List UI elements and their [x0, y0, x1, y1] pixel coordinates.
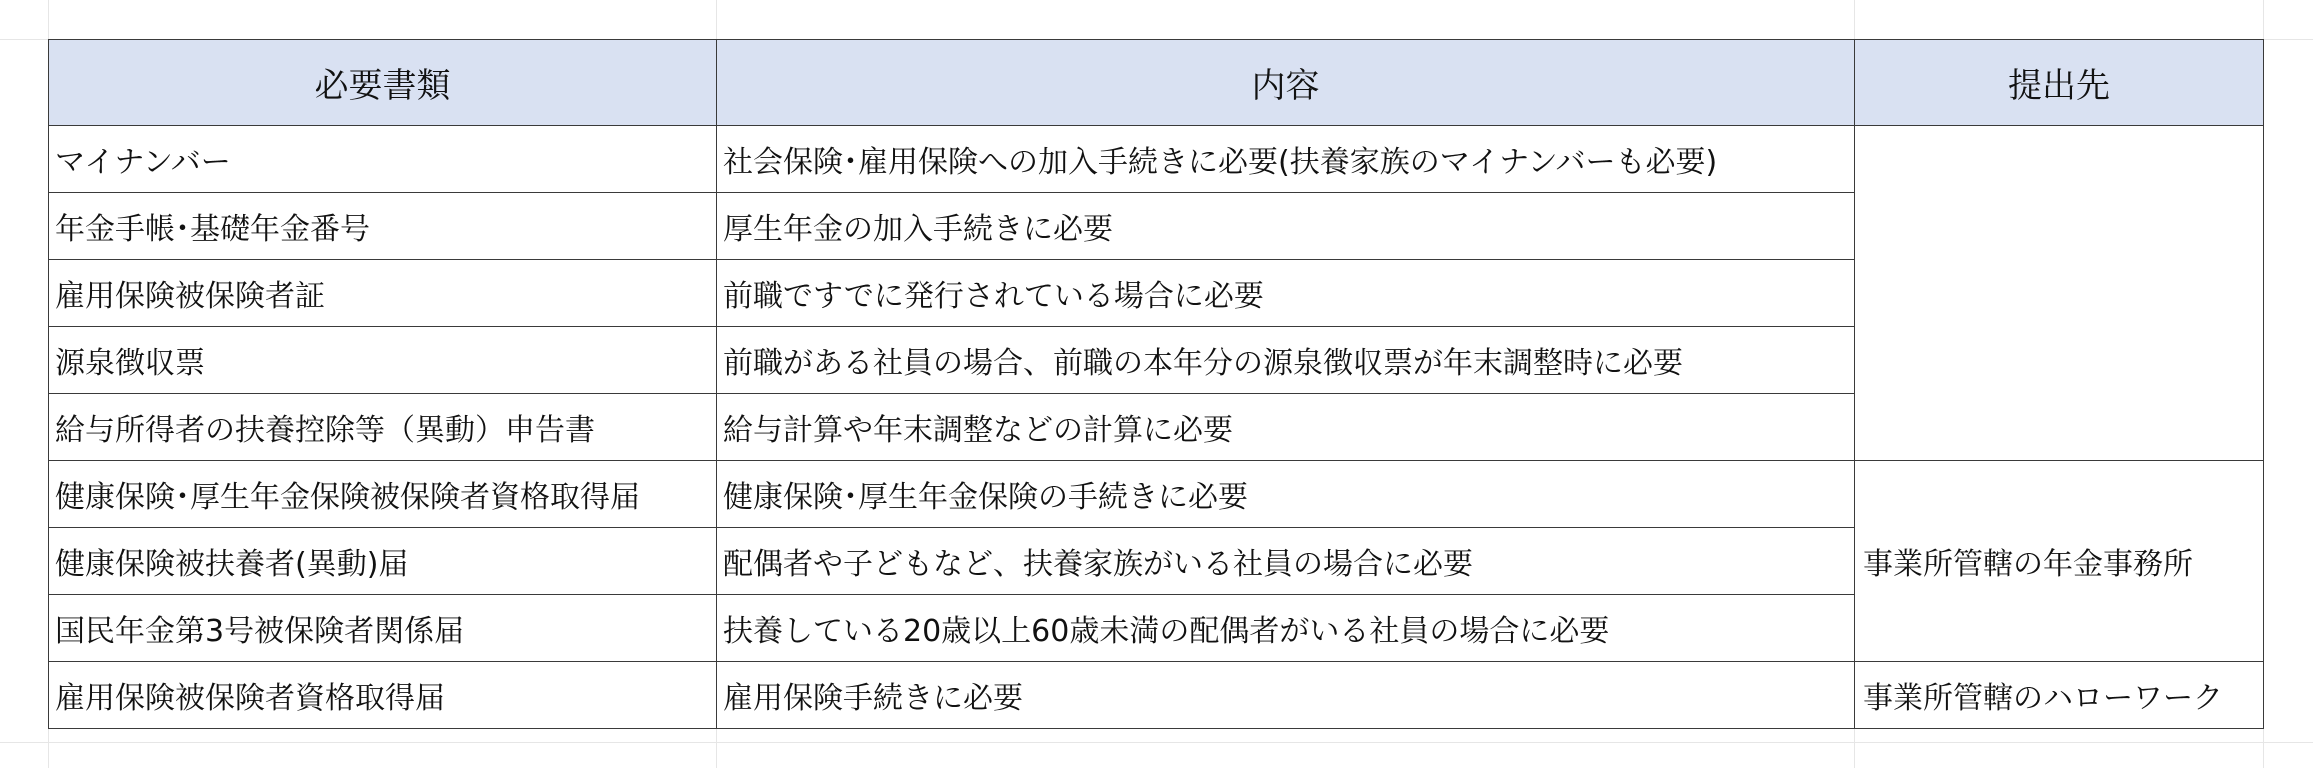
table-row: [49, 126, 2264, 193]
content-cell[interactable]: 健康保険･厚生年金保険の手続きに必要: [717, 461, 1855, 528]
destination-cell-blank[interactable]: [1855, 126, 2264, 461]
content-cell[interactable]: 厚生年金の加入手続きに必要: [717, 193, 1855, 260]
destination-cell-hello-work[interactable]: 事業所管轄のハローワーク: [1855, 662, 2264, 729]
content-cell[interactable]: 前職がある社員の場合、前職の本年分の源泉徴収票が年末調整時に必要: [717, 327, 1855, 394]
destination-cell-pension-office[interactable]: 事業所管轄の年金事務所: [1855, 461, 2264, 662]
header-content[interactable]: 内容: [717, 40, 1855, 126]
document-cell[interactable]: マイナンバー: [49, 126, 717, 193]
document-cell[interactable]: 国民年金第3号被保険者関係届: [49, 595, 717, 662]
content-cell[interactable]: 社会保険･雇用保険への加入手続きに必要(扶養家族のマイナンバーも必要): [717, 126, 1855, 193]
document-cell[interactable]: 源泉徴収票: [49, 327, 717, 394]
header-destination[interactable]: 提出先: [1855, 40, 2264, 126]
content-cell[interactable]: 配偶者や子どもなど、扶養家族がいる社員の場合に必要: [717, 528, 1855, 595]
content-cell[interactable]: 前職ですでに発行されている場合に必要: [717, 260, 1855, 327]
document-cell[interactable]: 給与所得者の扶養控除等（異動）申告書: [49, 394, 717, 461]
header-required-documents[interactable]: 必要書類: [49, 40, 717, 126]
document-cell[interactable]: 雇用保険被保険者資格取得届: [49, 662, 717, 729]
table-row: [49, 461, 2264, 528]
table-row: [49, 662, 2264, 729]
required-documents-table: [48, 39, 2264, 729]
document-cell[interactable]: 健康保険被扶養者(異動)届: [49, 528, 717, 595]
document-cell[interactable]: 年金手帳･基礎年金番号: [49, 193, 717, 260]
document-cell[interactable]: 健康保険･厚生年金保険被保険者資格取得届: [49, 461, 717, 528]
content-cell[interactable]: 雇用保険手続きに必要: [717, 662, 1855, 729]
content-cell[interactable]: 扶養している20歳以上60歳未満の配偶者がいる社員の場合に必要: [717, 595, 1855, 662]
document-cell[interactable]: 雇用保険被保険者証: [49, 260, 717, 327]
content-cell[interactable]: 給与計算や年末調整などの計算に必要: [717, 394, 1855, 461]
header-row: [49, 40, 2264, 126]
